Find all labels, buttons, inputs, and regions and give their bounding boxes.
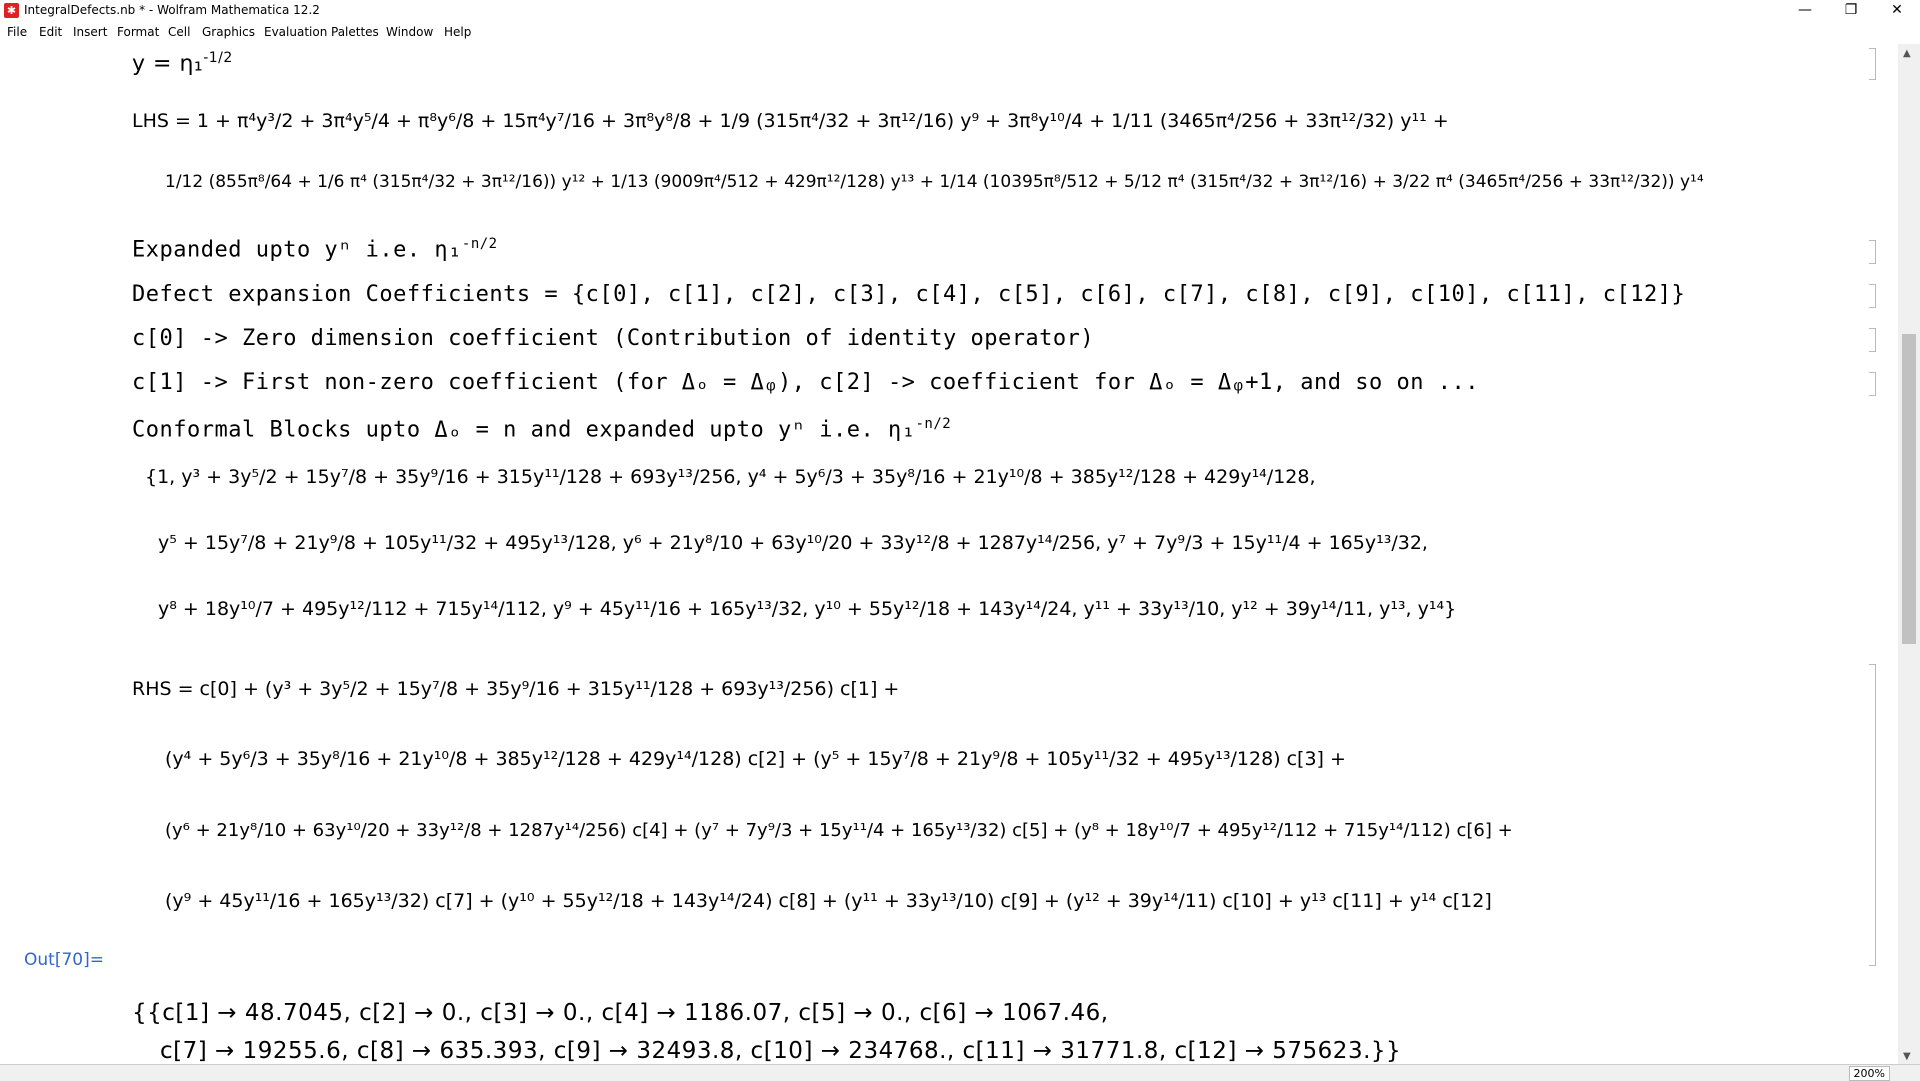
cell-bracket[interactable]	[1869, 240, 1876, 264]
menu-cell[interactable]: Cell	[168, 25, 191, 39]
notebook-area[interactable]	[0, 44, 1898, 1064]
cell-bracket[interactable]	[1869, 48, 1876, 80]
cell-bracket[interactable]	[1869, 328, 1876, 352]
window-title: IntegralDefects.nb * - Wolfram Mathematica 12.2	[24, 3, 320, 17]
menu-format[interactable]: Format	[117, 25, 160, 39]
rhs-line-3: (y⁶ + 21y⁸/10 + 63y¹⁰/20 + 33y¹²/8 + 1287y¹⁴/256) c[4] + (y⁷ + 7y⁹/3 + 15y¹¹/4 + 165y¹³/32) c[5] + (y⁸ + 18y¹⁰/7 + 495y¹²/112 + 715y¹⁴/112) c[6] +	[165, 820, 1513, 841]
y-definition: y = η₁$^{-1/2}$	[132, 50, 233, 77]
cell-bracket[interactable]	[1869, 664, 1876, 966]
c1-description: c[1] -> First non-zero coefficient (for Δₒ = Δᵩ), c[2] -> coefficient for Δₒ = Δᵩ+1, and so on ...	[132, 370, 1479, 395]
close-button[interactable]: ✕	[1891, 2, 1903, 18]
scrollbar-thumb[interactable]	[1902, 334, 1916, 644]
blocks-line-2: y⁵ + 15y⁷/8 + 21y⁹/8 + 105y¹¹/32 + 495y¹³/128, y⁶ + 21y⁸/10 + 63y¹⁰/20 + 33y¹²/8 + 1287y¹⁴/256, y⁷ + 7y⁹/3 + 15y¹¹/4 + 165y¹³/32,	[158, 532, 1428, 554]
menu-file[interactable]: File	[7, 25, 28, 39]
defect-coefficients: Defect expansion Coefficients = {c[0], c[1], c[2], c[3], c[4], c[5], c[6], c[7], c[8], c[9], c[10], c[11], c[12]}	[132, 282, 1686, 307]
menu-help[interactable]: Help	[444, 25, 472, 39]
menu-bar	[0, 22, 1920, 44]
menu-edit[interactable]: Edit	[39, 25, 63, 39]
c0-description: c[0] -> Zero dimension coefficient (Contribution of identity operator)	[132, 326, 1095, 351]
out-label: Out[70]=	[24, 950, 104, 970]
mathematica-app-icon[interactable]: ✱	[4, 3, 19, 18]
scroll-down-icon[interactable]: ▼	[1903, 1051, 1911, 1062]
blocks-line-3: y⁸ + 18y¹⁰/7 + 495y¹²/112 + 715y¹⁴/112, y⁹ + 45y¹¹/16 + 165y¹³/32, y¹⁰ + 55y¹²/18 + 143y¹⁴/24, y¹¹ + 33y¹³/10, y¹² + 39y¹⁴/11, y¹³, y¹⁴}	[158, 598, 1457, 620]
menu-palettes[interactable]: Palettes	[331, 25, 379, 39]
blocks-line-1: {1, y³ + 3y⁵/2 + 15y⁷/8 + 35y⁹/16 + 315y¹¹/128 + 693y¹³/256, y⁴ + 5y⁶/3 + 35y⁸/16 + 21y¹⁰/8 + 385y¹²/128 + 429y¹⁴/128,	[145, 466, 1316, 488]
lhs-line-1: LHS = 1 + π⁴y³/2 + 3π⁴y⁵/4 + π⁸y⁶/8 + 15π⁴y⁷/16 + 3π⁸y⁸/8 + 1/9 (315π⁴/32 + 3π¹²/16) y⁹ + 3π⁸y¹⁰/4 + 1/11 (3465π⁴/256 + 33π¹²/32) y¹¹ +	[132, 110, 1449, 132]
conformal-blocks-title: Conformal Blocks upto Δₒ = n and expanded upto yⁿ i.e. η₁$^{-n/2}$	[132, 416, 952, 443]
lhs-line-2: 1/12 (855π⁸/64 + 1/6 π⁴ (315π⁴/32 + 3π¹²/16)) y¹² + 1/13 (9009π⁴/512 + 429π¹²/128) y¹³ + 1/14 (10395π⁸/512 + 5/12 π⁴ (315π⁴/32 + 3π¹²/16) + 3/22 π⁴ (3465π⁴/256 + 33π¹²/32)) y¹⁴	[165, 172, 1704, 192]
cell-bracket[interactable]	[1869, 284, 1876, 308]
rhs-line-1: RHS = c[0] + (y³ + 3y⁵/2 + 15y⁷/8 + 35y⁹/16 + 315y¹¹/128 + 693y¹³/256) c[1] +	[132, 678, 900, 700]
menu-evaluation[interactable]: Evaluation	[264, 25, 328, 39]
cell-bracket[interactable]	[1869, 372, 1876, 396]
restore-button[interactable]: ❐	[1844, 2, 1858, 18]
rhs-line-4: (y⁹ + 45y¹¹/16 + 165y¹³/32) c[7] + (y¹⁰ + 55y¹²/18 + 143y¹⁴/24) c[8] + (y¹¹ + 33y¹³/10) c[9] + (y¹² + 39y¹⁴/11) c[10] + y¹³ c[11] + y¹⁴ c[12]	[165, 890, 1492, 912]
menu-window[interactable]: Window	[386, 25, 434, 39]
status-bar	[0, 1064, 1920, 1081]
zoom-level[interactable]: 200%	[1849, 1066, 1890, 1081]
menu-graphics[interactable]: Graphics	[202, 25, 255, 39]
vertical-scrollbar[interactable]	[1898, 44, 1920, 1066]
title-bar	[0, 0, 1920, 22]
rhs-line-2: (y⁴ + 5y⁶/3 + 35y⁸/16 + 21y¹⁰/8 + 385y¹²/128 + 429y¹⁴/128) c[2] + (y⁵ + 15y⁷/8 + 21y⁹/8 + 105y¹¹/32 + 495y¹³/128) c[3] +	[165, 748, 1346, 770]
output-line-1: {{c[1] → 48.7045, c[2] → 0., c[3] → 0., c[4] → 1186.07, c[5] → 0., c[6] → 1067.46,	[132, 1000, 1109, 1026]
minimize-button[interactable]: —	[1798, 2, 1812, 18]
expanded-text: Expanded upto yⁿ i.e. η₁$^{-n/2}$	[132, 236, 498, 263]
output-line-2: c[7] → 19255.6, c[8] → 635.393, c[9] → 32493.8, c[10] → 234768., c[11] → 31771.8, c[12] → 575623.}}	[160, 1038, 1402, 1064]
scroll-up-icon[interactable]: ▲	[1903, 48, 1911, 59]
menu-insert[interactable]: Insert	[73, 25, 108, 39]
